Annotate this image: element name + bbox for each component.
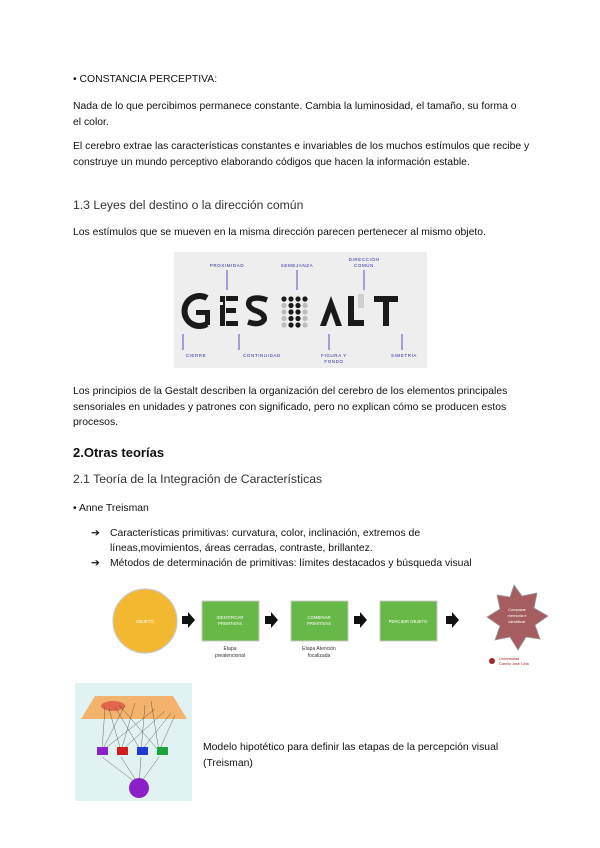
grid-dot	[302, 316, 307, 321]
identificar-label-1: IDENTIFICAR	[216, 615, 244, 620]
grid-dot	[288, 322, 293, 327]
destino-paragraph: Los estímulos que se mueven en la misma dirección parecen pertenecer al mismo objeto.	[73, 227, 486, 238]
combinar-label-1: COMBINAR	[307, 615, 331, 620]
letter-e	[220, 296, 238, 326]
map-plane	[81, 696, 187, 719]
list-item	[91, 556, 510, 571]
label-simetria: SIMETRÍA	[390, 353, 418, 358]
grid-dot	[302, 296, 307, 301]
grid-dot	[281, 322, 286, 327]
list-item-text: Métodos de determinación de primitivas: límites destacados y búsqueda visual	[110, 558, 472, 569]
arrow-icon	[265, 612, 278, 628]
grid-dot	[295, 303, 300, 308]
label-continuidad: CONTINUIDAD	[243, 353, 281, 358]
grid-dot	[288, 309, 293, 314]
star-label-2: memoria e	[507, 613, 527, 618]
etapa-focalizada-2: focalizada	[307, 653, 331, 659]
treisman-flow-diagram	[108, 580, 558, 672]
arrow-icon	[446, 612, 459, 628]
grid-dot	[281, 296, 286, 301]
model-caption: Modelo hipotético para definir las etapas de la percepción visual (Treisman)	[203, 742, 499, 769]
otras-teorias-heading: 2.Otras teorías	[73, 445, 165, 460]
label-comun: COMÚN	[354, 263, 374, 268]
feature-map-green	[157, 747, 168, 755]
logo-line-1: Universidad	[499, 657, 520, 661]
objeto-label: OBJETO	[136, 619, 154, 624]
list-item-text: Características primitivas: curvatura, color, inclinación, extremos de líneas,movimientos, áreas cerradas, contraste, brillantez.	[110, 528, 421, 554]
grid-dot	[288, 296, 293, 301]
list-item	[91, 526, 460, 556]
feature-map-blue	[137, 747, 148, 755]
star-label-1: Comparar	[508, 607, 526, 612]
percibir-label: PERCIBIR OBJETO	[388, 619, 428, 624]
label-fondo: FONDO	[324, 359, 344, 364]
combinar-label-2: PRIMITIVAS	[306, 621, 332, 626]
gestalt-paragraph: Los principios de la Gestalt describen la organización del cerebro de los elementos principales sensoriales en unidades y patrones con significado, pero no explican cómo se producen estos procesos.	[73, 386, 508, 428]
label-cierre: CIERRE	[185, 353, 207, 358]
arrow-icon: ➔	[91, 528, 100, 539]
etapa-preatencional-1: Etapa	[223, 646, 237, 652]
grid-dot	[302, 309, 307, 314]
university-logo-icon	[489, 658, 495, 664]
star-label-3: identificar	[508, 619, 526, 624]
identificar-label-2: PRIMITIVAS	[217, 621, 243, 626]
label-proximidad: PROXIMIDAD	[209, 263, 245, 268]
label-direccion: DIRECCIÓN	[348, 257, 380, 262]
gestalt-background	[174, 252, 427, 368]
arrow-icon: ➔	[91, 558, 100, 569]
constancia-heading: • CONSTANCIA PERCEPTIVA:	[73, 74, 218, 85]
constancia-paragraph-2: El cerebro extrae las características constantes e invariables de los muchos estímulos que recibe y construye un mundo perceptivo elaborando códigos que hacen la información estable.	[73, 141, 530, 168]
constancia-paragraph-1: Nada de lo que percibimos permanece constante. Cambia la luminosidad, el tamaño, su forma o el color.	[73, 101, 517, 128]
feature-map-purple	[97, 747, 108, 755]
grid-dot	[281, 316, 286, 321]
label-figura-y: FIGURA Y	[321, 353, 347, 358]
gestalt-figure	[174, 252, 427, 368]
map-spot	[101, 701, 125, 711]
grid-dot	[281, 303, 286, 308]
treisman-model-figure	[75, 683, 192, 801]
destino-heading: 1.3 Leyes del destino o la dirección común	[73, 198, 304, 212]
author-line: • Anne Treisman	[73, 503, 149, 514]
grid-dot	[302, 303, 307, 308]
etapa-focalizada-1: Etapa Atención	[302, 646, 336, 652]
grid-dot	[288, 303, 293, 308]
grid-dot	[295, 322, 300, 327]
feature-map-red	[117, 747, 128, 755]
etapa-preatencional-2: preatencional	[214, 653, 246, 659]
arrow-icon	[182, 612, 195, 628]
grid-dot	[295, 309, 300, 314]
grid-dot	[302, 322, 307, 327]
grid-dot	[295, 316, 300, 321]
arrow-icon	[354, 612, 367, 628]
object-node	[129, 778, 149, 798]
integracion-heading: 2.1 Teoría de la Integración de Características	[73, 472, 323, 486]
label-semejanza: SEMEJANZA	[280, 263, 314, 268]
grid-dot	[281, 309, 286, 314]
grid-dot	[295, 296, 300, 301]
logo-line-2: Camilo José Cela	[499, 662, 529, 666]
grid-dot	[288, 316, 293, 321]
